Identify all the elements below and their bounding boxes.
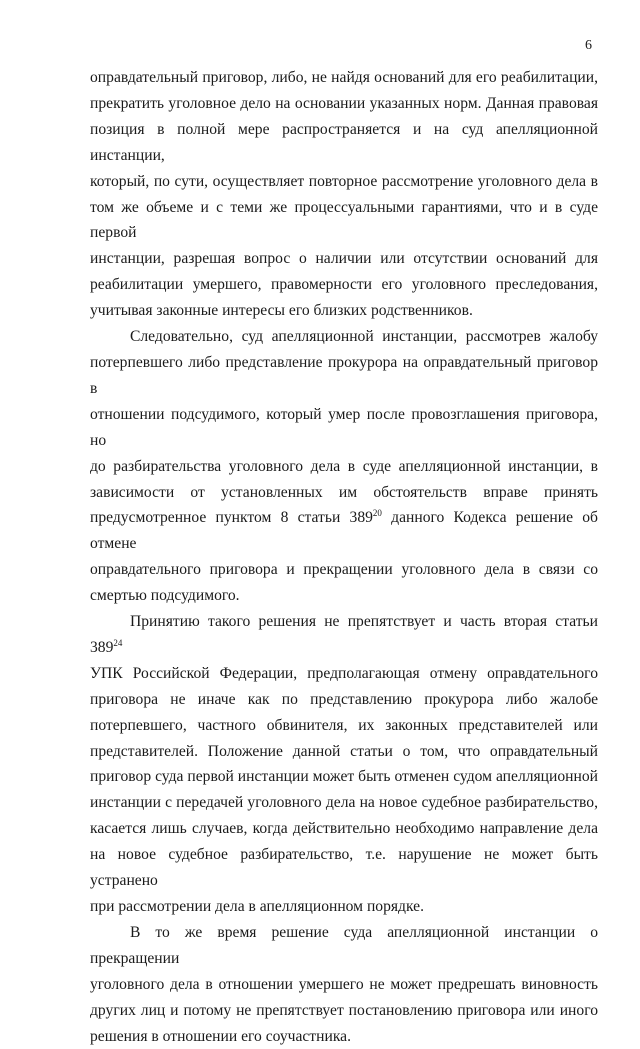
text-line: отношении подсудимого, который умер после провозглашения приговора, но — [90, 405, 598, 449]
text-line: приговора не иначе как по представлению прокурора либо жалобе — [90, 690, 598, 708]
text-line: УПК Российской Федерации, предполагающая отмену оправдательного — [90, 664, 598, 682]
paragraph-4 — [90, 920, 598, 1049]
text-line: прекратить уголовное дело на основании указанных норм. Данная правовая — [90, 94, 598, 112]
text-line: приговор суда первой инстанции может быть отменен судом апелляционной — [90, 768, 598, 786]
text-line-with-superscript — [90, 505, 598, 557]
text-line: который, по сути, осуществляет повторное рассмотрение уголовного дела в — [90, 172, 598, 190]
text-line: смертью подсудимого. — [90, 587, 240, 605]
text-line: инстанции, разрешая вопрос о наличии или отсутствии оснований для — [90, 250, 598, 268]
text-line: том же объеме и с теми же процессуальными гарантиями, что и в суде первой — [90, 198, 598, 242]
text-line: оправдательного приговора и прекращении уголовного дела в связи со — [90, 561, 598, 579]
text-line-with-superscript — [90, 609, 598, 661]
text-line: решения в отношении его соучастника. — [90, 1027, 351, 1045]
page-number: 6 — [585, 38, 592, 53]
paragraph-2 — [90, 324, 598, 609]
text-line: потерпевшего либо представление прокурора на оправдательный приговор в — [90, 353, 598, 397]
superscript: 20 — [372, 508, 382, 519]
paragraph-3 — [90, 609, 598, 920]
text-line: на новое судебное разбирательство, т.е. нарушение не может быть устранено — [90, 846, 598, 890]
text-line: инстанции с передачей уголовного дела на новое судебное разбирательство, — [90, 794, 598, 812]
text-line: позиция в полной мере распространяется и на суд апелляционной инстанции, — [90, 120, 598, 164]
text-line: других лиц и потому не препятствует постановлению приговора или иного — [90, 1001, 598, 1019]
text-fragment: Принятию такого решения не препятствует и часть вторая статьи 389 — [90, 613, 598, 656]
text-line: касается лишь случаев, когда действительно необходимо направление дела — [90, 820, 598, 838]
text-line: потерпевшего, частного обвинителя, их законных представителей или — [90, 716, 598, 734]
text-line: В то же время решение суда апелляционной инстанции о прекращении — [90, 923, 598, 967]
text-fragment: предусмотренное пунктом 8 статьи 389 — [90, 509, 373, 527]
text-line: при рассмотрении дела в апелляционном порядке. — [90, 898, 424, 915]
text-line: представителей. Положение данной статьи о том, что оправдательный — [90, 742, 598, 760]
text-line: Следовательно, суд апелляционной инстанции, рассмотрев жалобу — [130, 328, 598, 346]
document-body — [90, 65, 598, 1049]
text-line: до разбирательства уголовного дела в суде апелляционной инстанции, в — [90, 457, 598, 475]
paragraph-1 — [90, 65, 598, 324]
text-fragment: данного Кодекса решение об отмене — [90, 509, 598, 553]
text-line: реабилитации умершего, правомерности его уголовного преследования, — [90, 276, 598, 294]
text-line: учитывая законные интересы его близких родственников. — [90, 302, 473, 320]
text-line: зависимости от установленных им обстоятельств вправе принять — [90, 483, 598, 501]
text-line: оправдательный приговор, либо, не найдя оснований для его реабилитации, — [90, 69, 598, 86]
superscript: 24 — [113, 637, 123, 648]
text-line: уголовного дела в отношении умершего не может предрешать виновность — [90, 975, 598, 993]
